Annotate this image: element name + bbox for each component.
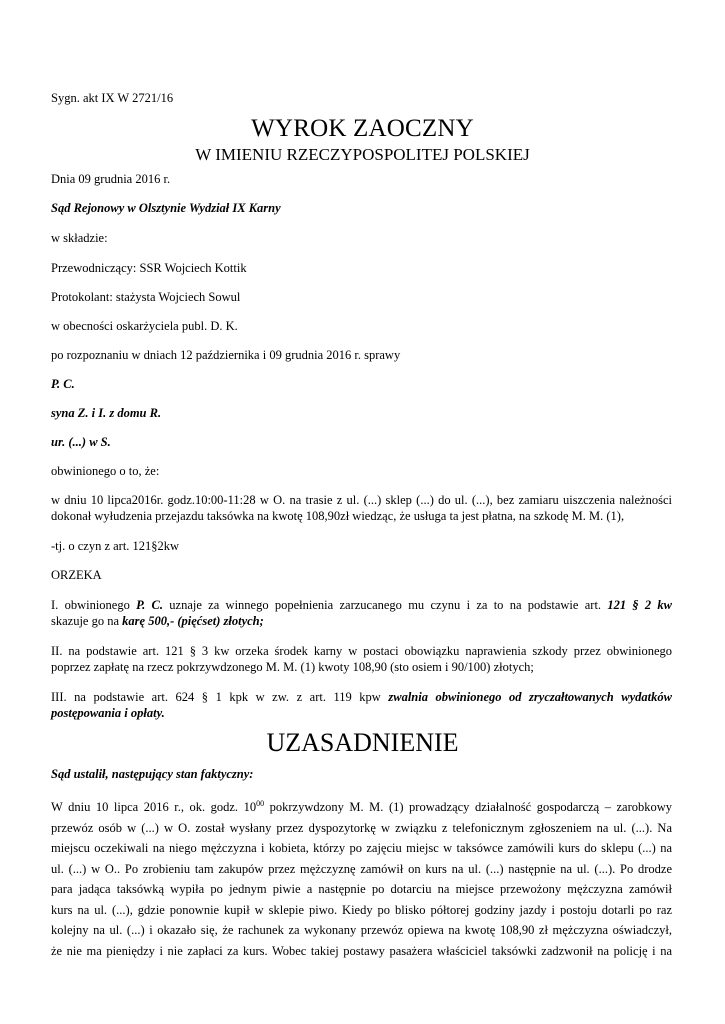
defendant-parents: syna Z. i I. z domu R. xyxy=(51,406,162,420)
verdict-line: postępowania i opłaty. xyxy=(51,706,165,720)
defendant-name: P. C. xyxy=(51,377,75,391)
facts-line: miejscu oczekiwali na niego mężczyzna i kobieta, którzy po zajęciu miejsc w taksówce zamówili kurs do sklepu (...) na xyxy=(51,841,672,855)
composition-label: w składzie: xyxy=(51,231,108,245)
facts-paragraph xyxy=(51,797,672,961)
facts-line: para jadąca taksówką wypiła po jednym piwie a następnie po dotarciu na miejsce przewożony mężczyzna zamówił xyxy=(51,882,672,896)
orzeka-label: ORZEKA xyxy=(51,568,102,582)
court-clerk: Protokolant: stażysta Wojciech Sowul xyxy=(51,290,241,304)
verdict-point-1 xyxy=(51,597,672,629)
prosecutor: w obecności oskarżyciela publ. D. K. xyxy=(51,319,238,333)
presiding-judge: Przewodniczący: SSR Wojciech Kottik xyxy=(51,261,247,275)
charge-description xyxy=(51,492,672,524)
verdict-line: II. na podstawie art. 121 § 3 kw orzeka środek karny w postaci obowiązku naprawienia szkody przez obwinionego xyxy=(51,644,672,658)
verdict-point-2 xyxy=(51,643,672,675)
defendant-birth: ur. (...) w S. xyxy=(51,435,111,449)
hearing-dates: po rozpoznaniu w dniach 12 października i 09 grudnia 2016 r. sprawy xyxy=(51,348,401,362)
verdict-line: skazuje go na karę 500,- (pięćset) złotych; xyxy=(51,614,264,628)
verdict-line: I. obwinionego P. C. uznaje za winnego popełnienia zarzucanego mu czynu i za to na podstawie art. 121 § 2 kw xyxy=(51,598,672,612)
case-signature: Sygn. akt IX W 2721/16 xyxy=(51,91,174,105)
facts-line: kurs na ul. (...), gdzie ponownie kupił w sklepie piwo. Kiedy po blisko półtorej godziny jazdy i postoju dotarli po raz xyxy=(51,902,672,917)
judgment-date: Dnia 09 grudnia 2016 r. xyxy=(51,172,171,186)
facts-line: przewóz osób w (...) w O. został wysłany przez dyspozytorkę w związku z telefonicznym zgłoszeniem na ul. (...). Na xyxy=(51,820,672,835)
verdict-point-3 xyxy=(51,689,672,721)
court-name: Sąd Rejonowy w Olsztynie Wydział IX Karny xyxy=(51,201,281,215)
facts-line: że nie ma pieniędzy i nie zapłaci za kurs. Wobec takiej postawy pasażera właściciel taksówki zadzwonił na policję i na xyxy=(51,943,672,958)
charge-qualification: -tj. o czyn z art. 121§2kw xyxy=(51,539,180,553)
verdict-line: III. na podstawie art. 624 § 1 kpk w zw. z art. 119 kpw zwalnia obwinionego od zryczałtowanych wydatków xyxy=(51,690,672,704)
justification-heading: UZASADNIENIE xyxy=(266,728,459,757)
charge-line: w dniu 10 lipca2016r. godz.10:00-11:28 w O. na trasie z ul. (...) sklep (...) do ul. (...), bez zamiaru uiszczenia należności xyxy=(51,493,672,507)
facts-line: ul. (...) w O.. Po zrobieniu tam zakupów przez mężczyznę zamówił on kurs na ul. (...) następnie na ul. (...). Po drodze xyxy=(51,861,672,876)
verdict-line: poprzez zapłatę na rzecz pokrzywdzonego M. M. (1) kwoty 108,90 (sto osiem i 90/100) złotych; xyxy=(51,660,534,674)
facts-line: kolejny na ul. (...) i okazało się, że rachunek za wykonany przewóz opiewa na kwotę 108,90 zł mężczyzna oświadczył, xyxy=(51,923,672,937)
article-ref: 121 § 2 kw xyxy=(607,598,672,612)
exemption: zwalnia obwinionego od zryczałtowanych wydatków xyxy=(388,690,672,704)
penalty: karę 500,- (pięćset) złotych; xyxy=(122,614,264,628)
document-title: WYROK ZAOCZNY xyxy=(251,115,474,142)
defendant-ref: P. C. xyxy=(136,598,164,612)
facts-line: W dniu 10 lipca 2016 r., ok. godz. $10^{00}$ pokrzywdzony M. M. (1) prowadzący działalność gospodarczą – zarobkowy xyxy=(51,798,673,814)
document-subtitle: W IMIENIU RZECZYPOSPOLITEJ POLSKIEJ xyxy=(195,145,530,164)
charge-line: dokonał wyłudzenia przejazdu taksówka na kwotę 108,90zł wiedząc, że usługa ta jest płatna, na szkodę M. M. (1), xyxy=(51,509,625,523)
charged-label: obwinionego o to, że: xyxy=(51,464,160,478)
facts-heading: Sąd ustalił, następujący stan faktyczny: xyxy=(51,767,254,781)
